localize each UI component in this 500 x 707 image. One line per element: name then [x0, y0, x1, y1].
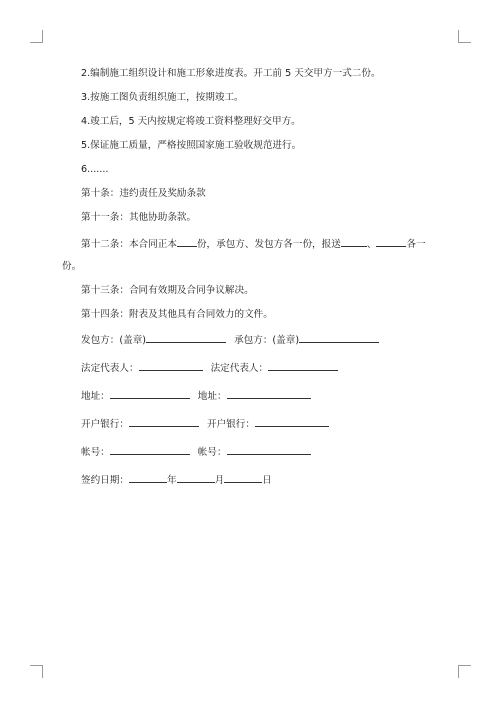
contractor-label: 承包方：(盖章)	[234, 335, 300, 346]
clause-2: 2.编制施工组织设计和施工形象进度表。开工前 5 天交甲方一式二份。	[81, 68, 381, 79]
bank-blank-2	[255, 415, 329, 427]
issuer-blank	[146, 331, 226, 343]
legal-rep-blank-1	[139, 359, 203, 371]
recipient-blank-2	[376, 235, 406, 247]
day-blank	[224, 471, 262, 483]
copies-blank	[177, 235, 197, 247]
account-blank-1	[110, 443, 190, 455]
address-blank-2	[227, 387, 311, 399]
signature-account-row	[62, 443, 442, 460]
recipient-blank-1	[341, 235, 367, 247]
crop-mark-bottom-left	[30, 665, 43, 678]
contract-body	[62, 66, 442, 499]
clause-6: 6.......	[81, 164, 109, 175]
account-label-1: 帐号：	[81, 447, 110, 458]
bank-label-1: 开户银行：	[81, 419, 129, 430]
year-blank	[129, 471, 167, 483]
account-label-2: 帐号：	[197, 447, 227, 458]
signing-date-row	[62, 471, 442, 488]
legal-rep-blank-2	[268, 359, 338, 371]
bank-label-2: 开户银行：	[206, 419, 255, 430]
crop-mark-bottom-right	[458, 665, 471, 678]
article-12-text-4: 各一份。	[62, 239, 426, 272]
legal-rep-label-2: 法定代表人：	[210, 363, 269, 374]
article-12-text-3: 、	[366, 239, 377, 250]
bank-blank-1	[129, 415, 199, 427]
account-blank-2	[227, 443, 311, 455]
contractor-blank	[299, 331, 379, 343]
article-10: 第十条：违约责任及奖励条款	[81, 188, 206, 199]
month-unit: 月	[214, 475, 225, 486]
crop-mark-top-left	[30, 30, 43, 43]
clause-5: 5.保证施工质量，严格按照国家施工验收规范进行。	[81, 140, 302, 151]
address-blank-1	[110, 387, 190, 399]
article-14: 第十四条：附表及其他具有合同效力的文件。	[81, 309, 273, 320]
article-11: 第十一条：其他协助条款。	[81, 212, 197, 223]
legal-rep-label-1: 法定代表人：	[81, 363, 139, 374]
address-label-1: 地址：	[81, 391, 110, 402]
day-unit: 日	[262, 475, 272, 486]
article-13: 第十三条：合同有效期及合同争议解决。	[81, 285, 254, 296]
article-12-text-2: 份，承包方、发包方各一份，报送	[196, 239, 341, 250]
date-label: 签约日期：	[81, 475, 129, 486]
year-unit: 年	[166, 475, 177, 486]
article-12	[62, 234, 442, 278]
clause-3: 3.按施工图负责组织施工，按期竣工。	[81, 92, 244, 103]
month-blank	[177, 471, 215, 483]
signature-legal-rep-row	[62, 359, 442, 376]
signature-bank-row	[62, 415, 442, 432]
crop-mark-top-right	[458, 30, 471, 43]
address-label-2: 地址：	[197, 391, 227, 402]
signature-party-row	[62, 331, 442, 348]
article-12-text-1: 第十二条：本合同正本	[81, 239, 177, 250]
issuer-label: 发包方：(盖章)	[81, 335, 147, 346]
clause-4: 4.竣工后，5 天内按规定将竣工资料整理好交甲方。	[81, 116, 301, 127]
signature-address-row	[62, 387, 442, 404]
